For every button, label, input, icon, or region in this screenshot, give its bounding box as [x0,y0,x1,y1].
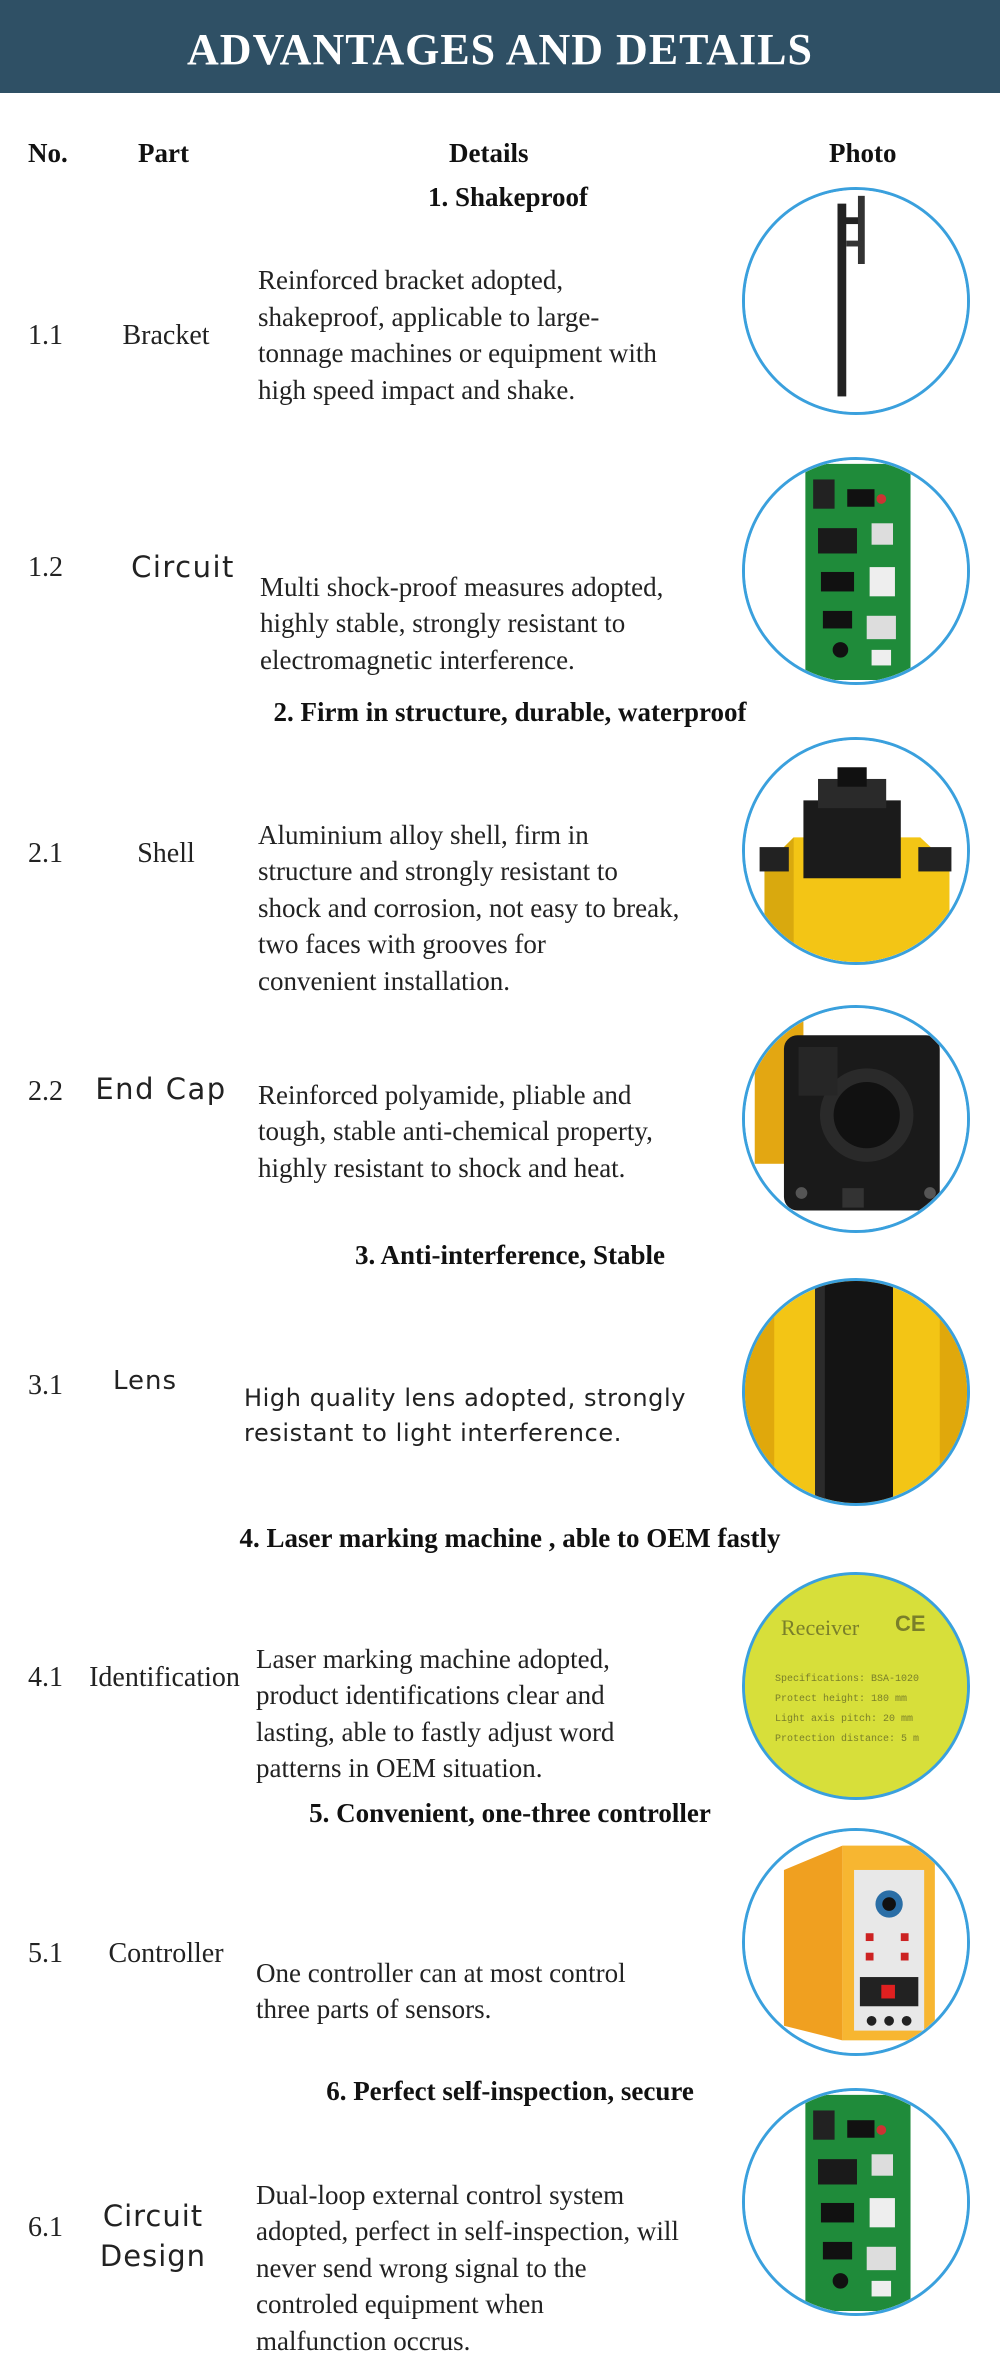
shell-photo [742,737,970,965]
section-title-4: 4. Laser marking machine , able to OEM fastly [239,1523,781,1553]
lens-photo [742,1278,970,1506]
page-title: ADVANTAGES AND DETAILS [187,25,813,74]
row-part: Shell [137,838,195,869]
row-details: High quality lens adopted, strongly resistant to light interference. [244,1384,687,1447]
label-spec-line: Protection distance: 5 m [775,1734,920,1745]
row-no: 1.2 [28,552,63,583]
label-title: Receiver [781,1615,860,1640]
row-details: Dual-loop external control system adopted, perfect in self-inspection, will never send wrong signal to the controled equipment when malfunction occrus. [256,2179,679,2356]
end-cap-photo [742,1005,970,1233]
bracket-photo [742,187,970,415]
circuit-board-photo [742,2088,970,2316]
section-title-6: 6. Perfect self-inspection, secure [326,2076,694,2106]
row-part: End Cap [95,1072,227,1106]
label-photo [742,1572,970,1800]
row-details: Reinforced bracket adopted, shakeproof, applicable to large- tonnage machines or equipment with high speed impact and shake. [258,265,657,405]
row-part: Identification [89,1662,240,1693]
row-no: 2.1 [28,838,63,869]
row-no: 5.1 [28,1938,63,1969]
label-spec-line: Specifications: BSA-1020 [775,1674,920,1685]
row-no: 2.2 [28,1076,63,1107]
section-title-5: 5. Convenient, one-three controller [309,1798,711,1828]
row-no: 1.1 [28,320,63,351]
row-part: Circuit [131,550,235,584]
row-no: 3.1 [28,1370,63,1401]
row-part: Bracket [122,320,210,351]
section-title-2: 2. Firm in structure, durable, waterproof [273,697,747,727]
section-title-1: 1. Shakeproof [427,182,589,212]
row-no: 4.1 [28,1662,63,1693]
row-no: 6.1 [28,2212,63,2243]
row-part: Lens [112,1366,178,1396]
label-spec-line: Light axis pitch: 20 mm [775,1714,914,1725]
row-part: Circuit Design [99,2199,207,2273]
header-details: Details [449,138,529,168]
header-photo: Photo [829,138,897,168]
row-details: Multi shock-proof measures adopted, highly stable, strongly resistant to electromagnetic interference. [260,571,664,675]
ce-mark: CE [895,1611,926,1636]
section-title-3: 3. Anti-interference, Stable [355,1240,665,1270]
label-spec-line: Protect height: 180 mm [775,1694,908,1705]
header-part: Part [138,138,189,168]
header-no: No. [28,138,68,168]
controller-photo [742,1828,970,2056]
circuit-board-photo [742,457,970,685]
row-details: Reinforced polyamide, pliable and tough, stable anti-chemical property, highly resistant to shock and heat. [258,1079,653,1183]
row-details: One controller can at most control three parts of sensors. [256,1957,626,2024]
row-details: Aluminium alloy shell, firm in structure and strongly resistant to shock and corrosion, not easy to break, two faces with grooves for convenient installation. [258,819,680,996]
row-part: Controller [108,1938,224,1969]
row-details: Laser marking machine adopted, product identifications clear and lasting, able to fastly adjust word patterns in OEM situation. [256,1643,615,1783]
